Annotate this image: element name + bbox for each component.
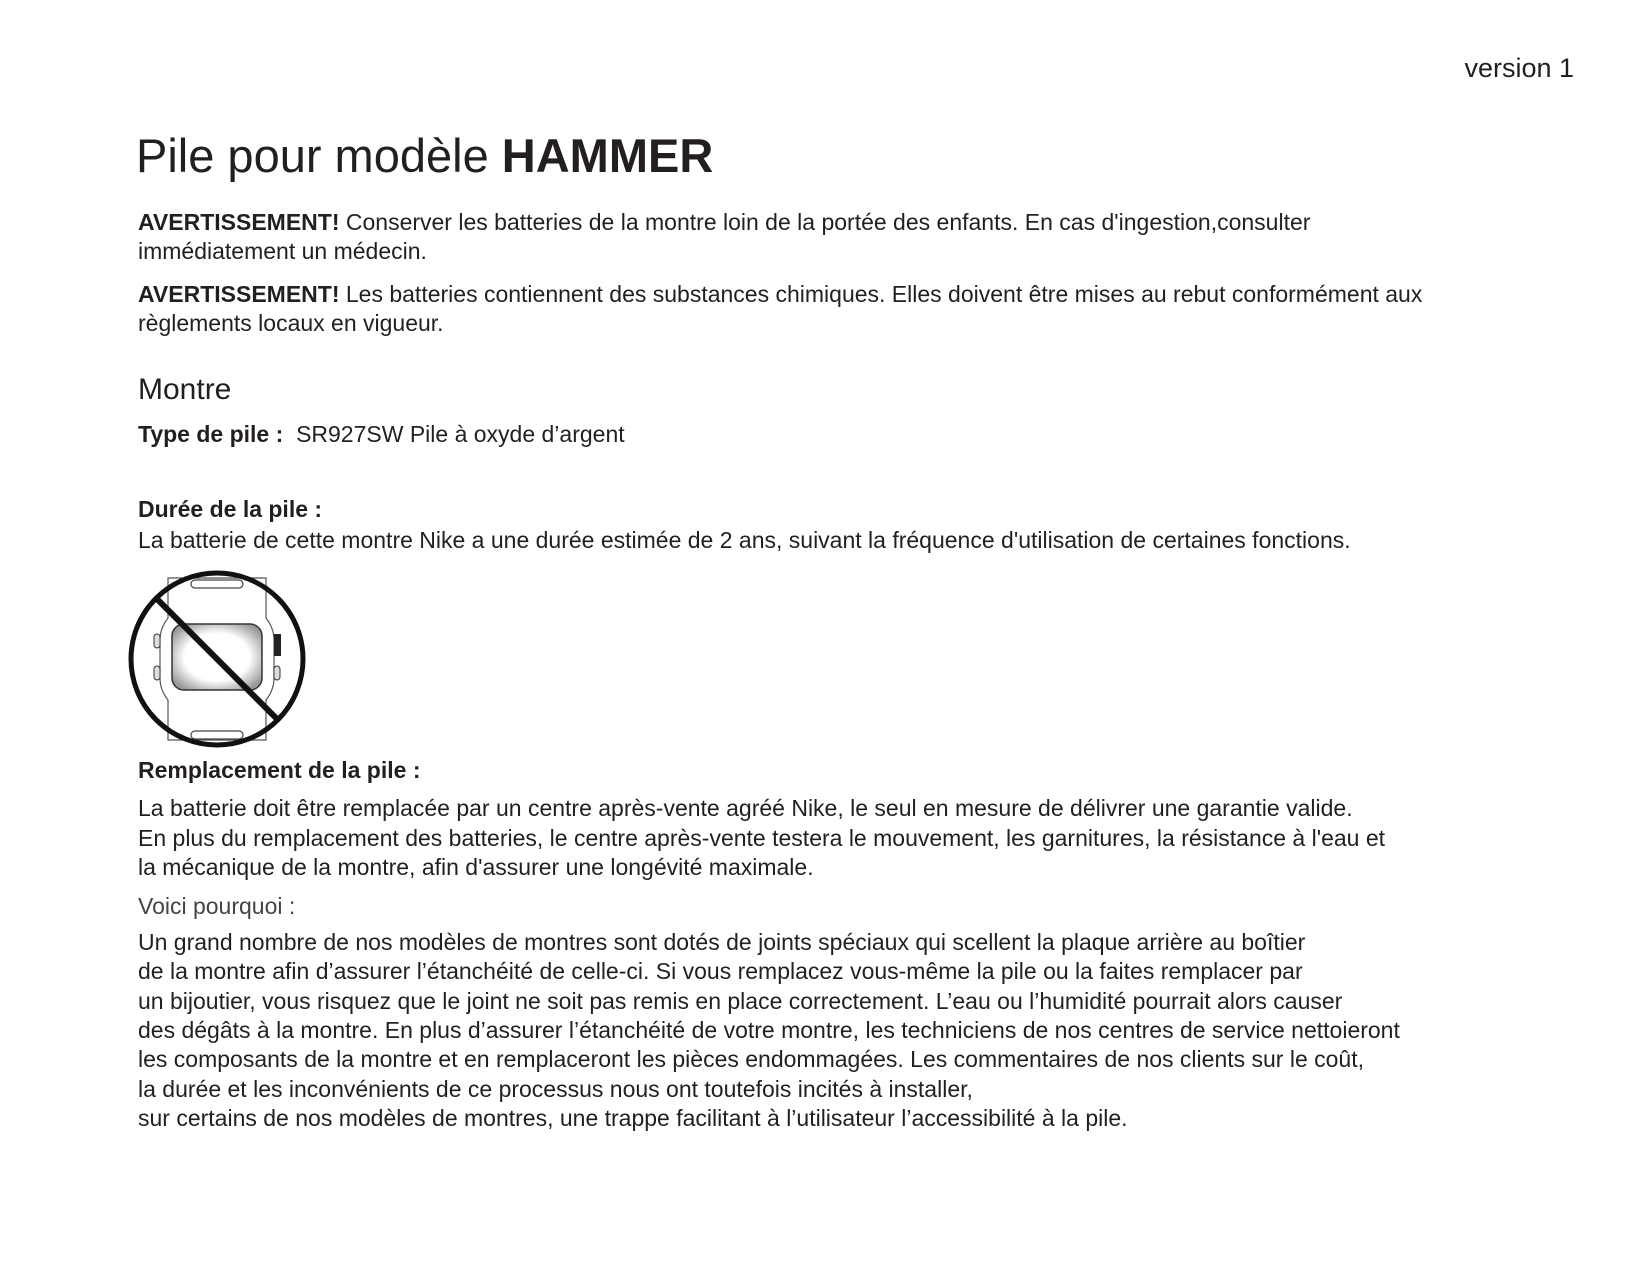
warning-label: AVERTISSEMENT! — [138, 281, 340, 307]
replacement-line: En plus du remplacement des batteries, le centre après-vente testera le mouvement, les garnitures, la résistance à l'eau et — [138, 825, 1386, 851]
warning-1-cont: immédiatement un médecin. — [138, 238, 427, 264]
why-line: les composants de la montre et en remplaceront les pièces endommagées. Les commentaires de nos clients sur le coût, — [138, 1046, 1365, 1072]
title-model: HAMMER — [501, 129, 714, 182]
why-line: des dégâts à la montre. En plus d’assurer l’étanchéité de votre montre, les techniciens de nos centres de service nettoieront — [138, 1017, 1400, 1043]
section-heading: Montre — [138, 373, 232, 406]
version-label: version 1 — [1464, 53, 1574, 83]
why-line: de la montre afin d’assurer l’étanchéité de celle-ci. Si vous remplacez vous-même la pile ou la faites remplacer par — [138, 958, 1303, 984]
why-line: un bijoutier, vous risquez que le joint ne soit pas remis en place correctement. L’eau ou l’humidité pourrait alors causer — [138, 988, 1343, 1014]
no-self-replacement-watch-icon — [126, 568, 308, 750]
warning-text: Conserver les batteries de la montre loin de la portée des enfants. En cas d'ingestion,consulter — [345, 209, 1311, 235]
battery-type-label: Type de pile : — [138, 421, 284, 447]
page-title — [136, 128, 713, 184]
warning-2-cont: règlements locaux en vigueur. — [138, 310, 444, 336]
replacement-line: la mécanique de la montre, afin d'assurer une longévité maximale. — [138, 854, 814, 880]
replacement-label: Remplacement de la pile : — [138, 757, 421, 783]
title-prefix: Pile pour modèle — [136, 129, 489, 182]
warning-text: Les batteries contiennent des substances chimiques. Elles doivent être mises au rebut conformément aux — [345, 281, 1423, 307]
warning-1 — [138, 208, 1310, 236]
why-line: sur certains de nos modèles de montres, une trappe facilitant à l’utilisateur l’accessibilité à la pile. — [138, 1105, 1128, 1131]
battery-type-value: SR927SW Pile à oxyde d’argent — [296, 421, 625, 447]
duration-label: Durée de la pile : — [138, 496, 323, 522]
warning-label: AVERTISSEMENT! — [138, 209, 340, 235]
battery-type — [138, 420, 625, 448]
replacement-line: La batterie doit être remplacée par un centre après-vente agréé Nike, le seul en mesure de délivrer une garantie valide. — [138, 795, 1353, 821]
why-line: la durée et les inconvénients de ce processus nous ont toutefois incités à installer, — [138, 1076, 973, 1102]
why-line: Un grand nombre de nos modèles de montres sont dotés de joints spéciaux qui scellent la plaque arrière au boîtier — [138, 929, 1306, 955]
duration-text: La batterie de cette montre Nike a une durée estimée de 2 ans, suivant la fréquence d'utilisation de certaines fonctions. — [138, 527, 1351, 553]
warning-2 — [138, 280, 1422, 308]
why-label: Voici pourquoi : — [138, 893, 296, 919]
